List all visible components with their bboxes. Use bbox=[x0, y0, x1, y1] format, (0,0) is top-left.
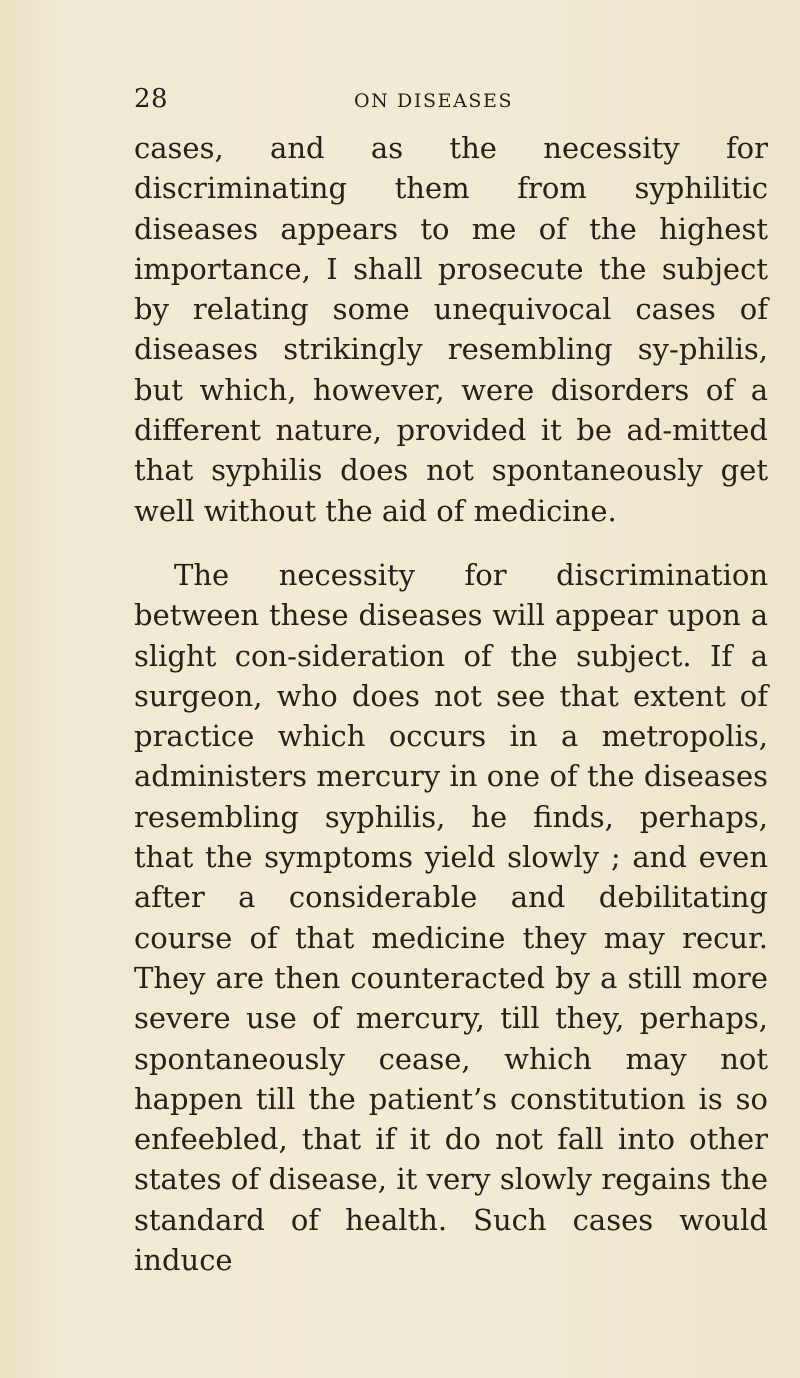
page-number: 28 bbox=[134, 84, 169, 114]
body-text bbox=[134, 128, 768, 1280]
page-header bbox=[134, 84, 774, 118]
running-title: ON DISEASES bbox=[354, 90, 514, 112]
paragraph-1: cases, and as the necessity for discriminating them from syphilitic diseases appears to me of the highest importance, I shall prosecute the subject by relating some unequivocal cases of diseases strikingly resembling sy-philis, but which, however, were disorders of a different nature, provided it be ad-mitted that syphilis does not spontaneously get well without the aid of medicine. bbox=[134, 131, 768, 528]
paragraph-2: The necessity for discrimination between these diseases will appear upon a slight con-sideration of the subject. If a surgeon, who does not see that extent of practice which occurs in a metropolis, administers mercury in one of the diseases resembling syphilis, he finds, perhaps, that the symptoms yield slowly ; and even after a considerable and debilitating course of that medicine they may recur. They are then counteracted by a still more severe use of mercury, till they, perhaps, spontaneously cease, which may not happen till the patient’s constitution is so enfeebled, that if it do not fall into other states of disease, it very slowly regains the standard of health. Such cases would induce bbox=[134, 557, 768, 1278]
